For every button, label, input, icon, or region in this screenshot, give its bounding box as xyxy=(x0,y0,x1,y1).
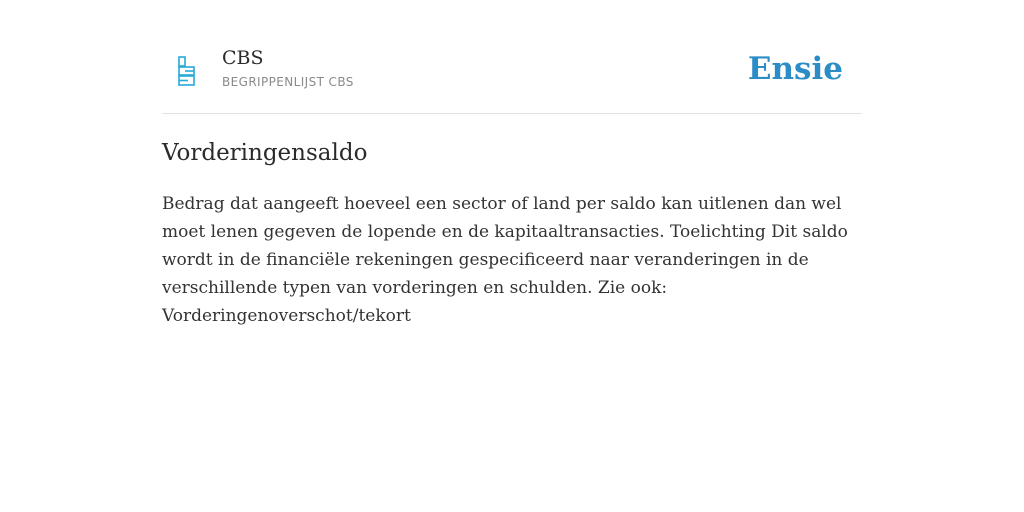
header xyxy=(162,40,862,114)
definition-text: Bedrag dat aangeeft hoeveel een sector of land per saldo kan uitlenen dan wel moet lenen gegeven de lopende en de kapitaaltransacties. Toelichting Dit saldo wordt in de financiële rekeningen gespecificeerd naar veranderingen in de verschillende typen van vorderingen en schulden. Zie ook: Vorderingenoverschot/tekort xyxy=(162,194,848,326)
org-name[interactable]: CBS xyxy=(222,47,264,69)
ensie-logo-link[interactable]: Ensie xyxy=(747,51,843,87)
cbs-logo-icon[interactable] xyxy=(176,56,196,86)
org-subtitle[interactable]: BEGRIPPENLIJST CBS xyxy=(222,75,354,89)
page-title: Vorderingensaldo xyxy=(162,140,368,166)
